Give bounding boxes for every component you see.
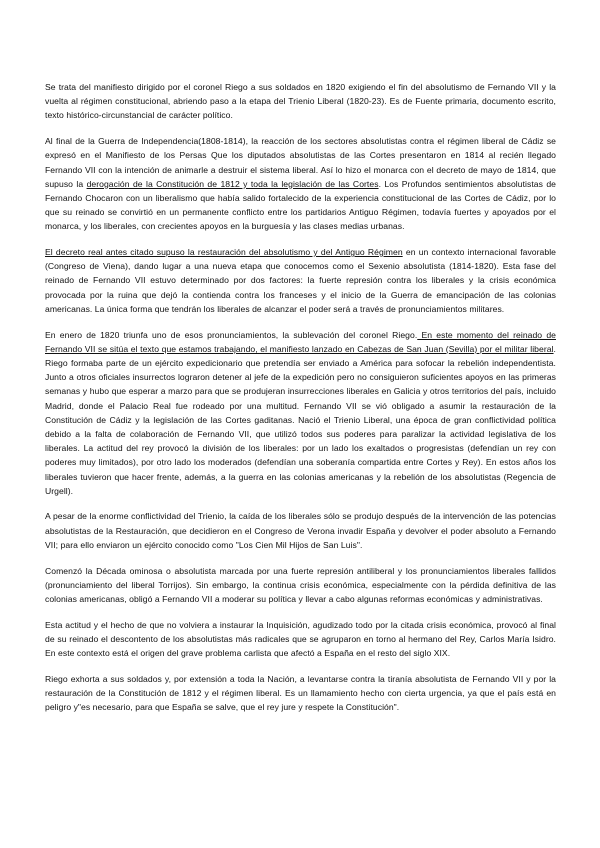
text-segment: Riego exhorta a sus soldados y, por extensión a toda la Nación, a levantarse contra la tiranía absolutista de Fernando VII y por la restauración de la Constitución de 1812 y el régimen liberal. Es un llamamiento hecho con cierta urgencia, ya que el país está en peligro y"es necesario, para que España se salve, que el rey jure y respete la Constitución". xyxy=(45,673,556,713)
paragraph-7 xyxy=(45,618,556,661)
text-segment: Comenzó la Década ominosa o absolutista marcada por una fuerte represión antiliberal y los pronunciamientos liberales fallidos (pronunciamiento del liberal Torrijos). Sin embargo, la continua crisis económica, especialmente con la pérdida definitiva de las colonias americanas, obligó a Fernando VII a moderar su política y llevar a cabo algunas reformas económicas y administrativas. xyxy=(45,565,556,604)
text-segment: Esta actitud y el hecho de que no volviera a instaurar la Inquisición, agudizado todo por la citada crisis económica, provocó al final de su reinado el descontento de los absolutistas más radicales que se agruparon en torno al hermano del Rey, Carlos María Isidro. En este contexto está el origen del grave problema carlista que afectó a España en el resto del siglo XIX. xyxy=(45,619,556,659)
paragraph-5 xyxy=(45,509,556,552)
underlined-text: derogación de la Constitución de 1812 y toda la legislación de las Cortes xyxy=(86,178,379,189)
underlined-text: El decreto real antes citado supuso la restauración del absolutismo y del Antiguo Régimen xyxy=(45,247,403,258)
paragraph-4 xyxy=(45,328,556,498)
text-segment: . Riego formaba parte de un ejército expedicionario que pretendía ser enviado a América para sofocar la rebelión independentista. Junto a otros oficiales insurrectos lograron detener al jefe de la expedición pero no consiguieron suficientes apoyos en las primeras semanas y hubo que esperar a marzo para que se produjeran insurrecciones liberales en Galicia y otros territorios del país, incluido Madrid, donde el Palacio Real fue rodeado por una multitud. Fernando VII se vió obligado a asumir la restauración de la Constitución de Cádiz y la legislación de las Cortes gaditanas. Nació el Trienio Liberal, una época de gran conflictividad política debido a la falta de colaboración de Fernando VII, que utilizó todos sus poderes para paralizar la actividad legislativa de los liberales. La actitud del rey provocó la división de los liberales: por un lado los exaltados o progresistas (defendían un rey con poderes muy limitados), por otro lado los moderados (defendían una soberanía compartida entre Cortes y Rey). En estos años los liberales tuvieron que hacer frente, además, a la guerra en las colonias americanas y la rebelión de los absolutistas (Regencia de Urgell). xyxy=(45,343,556,496)
paragraph-2 xyxy=(45,134,556,233)
text-segment: Se trata del manifiesto dirigido por el coronel Riego a sus soldados en 1820 exigiendo el fin del absolutismo de Fernando VII y la vuelta al régimen constitucional, abriendo paso a la etapa del Trienio Liberal (1820-23). Es de Fuente primaria, documento escrito, texto histórico-circunstancial de carácter político. xyxy=(45,82,556,121)
paragraph-8 xyxy=(45,672,556,715)
text-segment: A pesar de la enorme conflictividad del Trienio, la caída de los liberales sólo se produjo después de la intervención de las potencias absolutistas de la Restauración, que decidieron en el Congreso de Verona invadir España y devolver el poder absoluto a Fernando VII; para ello enviaron un ejército conocido como "Los Cien Mil Hijos de San Luis". xyxy=(45,511,556,550)
paragraph-6 xyxy=(45,564,556,607)
text-segment: en un contexto internacional favorable (Congreso de Viena), dando lugar a una nueva etapa que conocemos como el Sexenio absolutista (1814-1820). Esta fase del reinado de Fernando VII estuvo determinado por dos factores: la fuerte represión contra los liberales y la crisis económica provocada por la ruina que dejó la contienda contra los franceses y el inicio de la Guerra de emancipación de las colonias americanas. La única forma que tendrán los liberales de alcanzar el poder será a través de pronunciamientos militares. xyxy=(45,247,556,314)
text-segment: . Los Profundos sentimientos absolutistas de Fernando Chocaron con un liberalismo que había salido fortalecido de la experiencia constitucional de las Cortes de Cádiz, por lo que su reinado se convirtió en un permanente conflicto entre los partidarios Antiguo Régimen, todavía fuertes y apoyados por el monarca, y los liberales, con crecientes apoyos en la burguesía y las clases medias urbanas. xyxy=(45,178,556,232)
paragraph-1 xyxy=(45,80,556,123)
document-body xyxy=(45,80,556,714)
text-segment: Al final de la Guerra de Independencia(1808-1814), la reacción de los sectores absolutistas contra el régimen liberal de Cádiz se expresó en el Manifiesto de los Persas Que los diputados absolutistas de las Cortes presentaron en 1814 al recién llegado Fernando VII con la intención de animarle a destruir el sistema liberal. Así lo hizo el monarca con el decreto de mayo de 1814, que supuso la xyxy=(45,136,556,189)
underlined-text: En este momento del reinado de Fernando VII se sitúa el texto que estamos trabajando, el manifiesto lanzado en Cabezas de San Juan (Sevilla) por el militar liberal xyxy=(45,329,556,354)
text-segment: En enero de 1820 triunfa uno de esos pronunciamientos, la sublevación del coronel Riego. xyxy=(45,329,418,340)
paragraph-3 xyxy=(45,245,556,316)
